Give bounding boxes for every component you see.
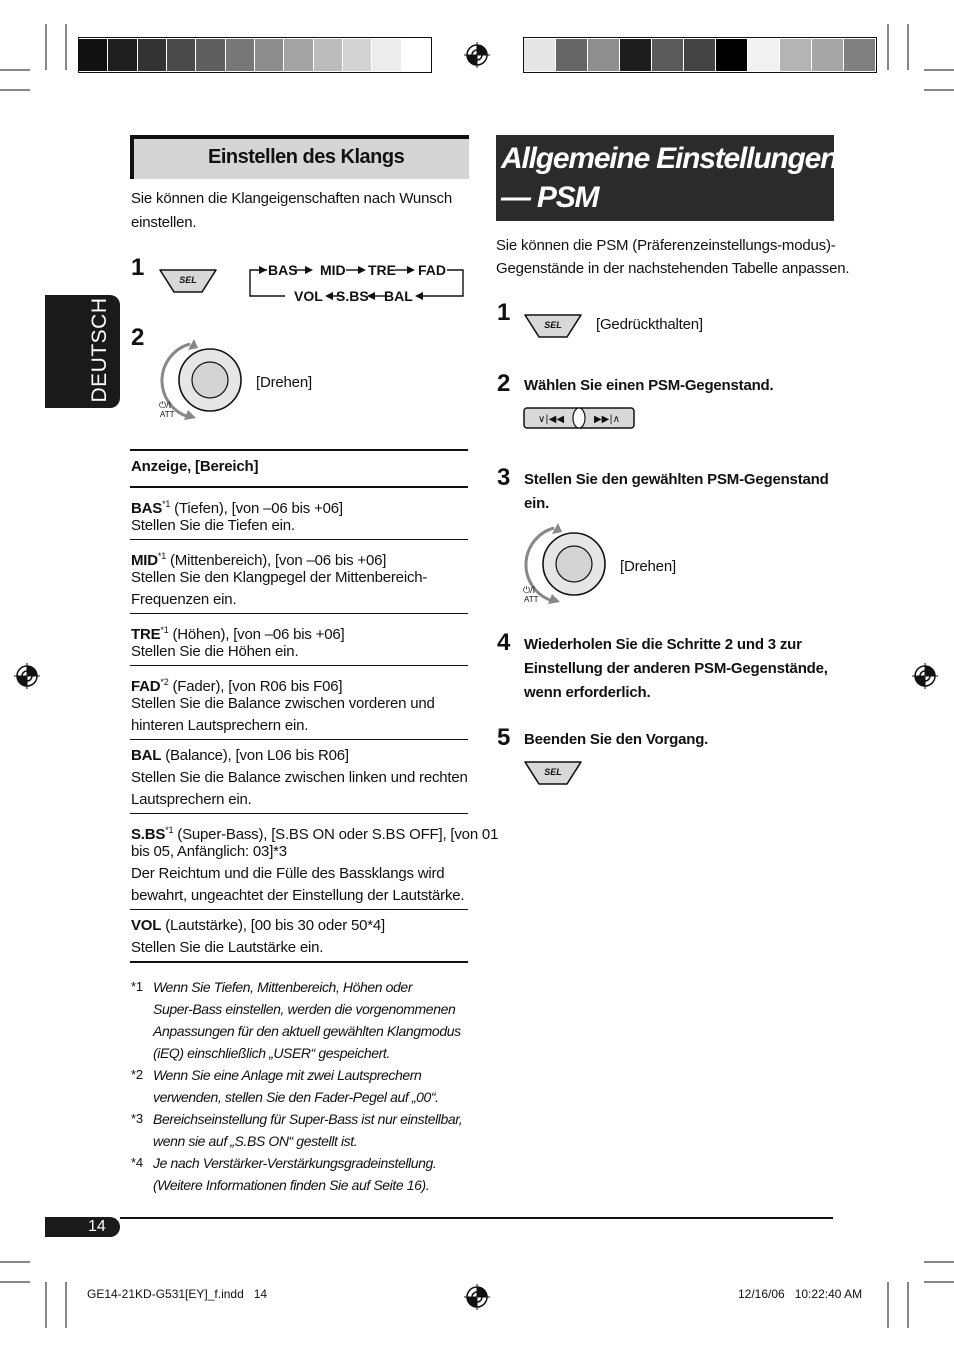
footnote-text: verwenden, stellen Sie den Fader-Pegel auf „00“.	[153, 1089, 439, 1105]
color-swatch	[620, 39, 651, 71]
sel-button-label: SEL	[179, 275, 197, 285]
setting-key: VOL	[131, 917, 162, 934]
step-text: wenn erforderlich.	[524, 684, 651, 701]
step-number: 1	[131, 254, 145, 281]
table-row-text: bis 05, Anfänglich: 03]*3	[131, 843, 287, 860]
setting-key: FAD	[131, 678, 161, 695]
color-swatch	[372, 39, 400, 71]
footer-file-info: GE14-21KD-G531[EY]_f.indd 14	[87, 1287, 268, 1301]
color-swatch	[812, 39, 843, 71]
color-swatch	[684, 39, 715, 71]
color-swatch	[343, 39, 371, 71]
footnote-text: (Weitere Informationen finden Sie auf Seite 16).	[153, 1177, 430, 1193]
table-rule	[130, 613, 468, 614]
color-swatch	[588, 39, 619, 71]
sel-button-icon	[523, 311, 583, 341]
flow-label: MID	[320, 262, 346, 278]
setting-range: (Mittenbereich), [von –06 bis +06]	[166, 552, 387, 569]
setting-key: TRE	[131, 626, 161, 643]
power-att-label: ATT	[160, 410, 175, 419]
color-swatch	[716, 39, 747, 71]
flow-label: FAD	[418, 262, 446, 278]
setting-range: (Tiefen), [von –06 bis +06]	[170, 500, 343, 517]
color-swatch	[556, 39, 587, 71]
page-title: — PSM	[501, 181, 599, 214]
table-row-text: Frequenzen ein.	[131, 591, 237, 608]
power-att-label: ⏻/I	[159, 400, 172, 410]
table-rule	[130, 813, 468, 814]
intro-text: einstellen.	[131, 214, 197, 231]
setting-key: BAS	[131, 500, 163, 517]
step-text: Wiederholen Sie die Schritte 2 und 3 zur	[524, 636, 802, 653]
step-text: Stellen Sie den gewählten PSM-Gegenstand	[524, 471, 829, 488]
step-text: Wählen Sie einen PSM-Gegenstand.	[524, 377, 774, 394]
setting-range: (Balance), [von L06 bis R06]	[161, 747, 349, 764]
flow-label: BAS	[268, 262, 298, 278]
sel-button-icon	[158, 266, 218, 296]
table-row-text: hinteren Lautsprechern ein.	[131, 717, 309, 734]
color-swatch	[255, 39, 283, 71]
footnote-marker: *1	[131, 979, 143, 994]
footnote-text: Wenn Sie eine Anlage mit zwei Lautsprechern	[153, 1067, 422, 1083]
step-text: Beenden Sie den Vorgang.	[524, 731, 709, 748]
table-row-text: Stellen Sie die Höhen ein.	[131, 643, 299, 660]
color-swatch	[748, 39, 779, 71]
color-swatch	[284, 39, 312, 71]
registration-target-icon	[912, 663, 938, 689]
footnote-text: Super-Bass einstellen, werden die vorgenommenen	[153, 1001, 456, 1017]
color-bar-left	[78, 37, 432, 73]
step-number: 2	[497, 370, 511, 397]
color-swatch	[226, 39, 254, 71]
registration-target-icon	[464, 42, 490, 68]
sel-button-label: SEL	[544, 320, 562, 330]
table-row-text: Lautsprechern ein.	[131, 791, 252, 808]
footnote-marker: *4	[131, 1155, 143, 1170]
color-swatch	[196, 39, 224, 71]
step-number: 4	[497, 629, 511, 656]
table-rule	[130, 909, 468, 910]
color-swatch	[402, 39, 430, 71]
table-row-text: Stellen Sie den Klangpegel der Mittenbereich-	[131, 569, 428, 586]
section-heading: Einstellen des Klangs	[208, 146, 405, 168]
flow-label: BAL	[384, 288, 413, 304]
sel-button-label: SEL	[544, 767, 562, 777]
flow-label: TRE	[368, 262, 396, 278]
step-text: ein.	[524, 495, 550, 512]
flow-label: S.BS	[336, 288, 369, 304]
setting-key: MID	[131, 552, 158, 569]
color-swatch	[780, 39, 811, 71]
footnote-text: Je nach Verstärker-Verstärkungsgradeinstellung.	[153, 1155, 437, 1171]
table-row-text: Stellen Sie die Balance zwischen linken und rechten	[131, 769, 468, 786]
footnote-marker: *3	[131, 1111, 143, 1126]
footnote-text: wenn sie auf „S.BS ON“ gestellt ist.	[153, 1133, 358, 1149]
registration-target-icon	[14, 663, 40, 689]
footnote-mark: *2	[160, 677, 169, 687]
table-row-title	[131, 745, 349, 767]
footer-timestamp: 12/16/06 10:22:40 AM	[738, 1287, 863, 1301]
table-row-title	[131, 915, 385, 937]
table-rule	[130, 449, 468, 451]
table-header: Anzeige, [Bereich]	[131, 458, 259, 475]
flow-label: VOL	[294, 288, 323, 304]
setting-range: (Super-Bass), [S.BS ON oder S.BS OFF], [von 01	[173, 826, 499, 843]
footnote-text: Bereichseinstellung für Super-Bass ist nur einstellbar,	[153, 1111, 463, 1127]
color-swatch	[79, 39, 107, 71]
power-att-label: ⏻/I	[523, 585, 536, 595]
step-number: 1	[497, 299, 511, 326]
table-rule	[130, 539, 468, 540]
step-number: 3	[497, 464, 511, 491]
color-swatch	[108, 39, 136, 71]
footnote-text: Anpassungen für den aktuell gewählten Klangmodus	[153, 1023, 461, 1039]
rocker-right-label: ▶▶|∧	[593, 414, 621, 425]
footnote-mark: *1	[160, 625, 169, 635]
skip-rocker-button-icon	[523, 407, 635, 429]
step-number: 5	[497, 724, 511, 751]
color-swatch	[844, 39, 875, 71]
color-bar-right	[523, 37, 877, 73]
step-text: Einstellung der anderen PSM-Gegenstände,	[524, 660, 828, 677]
table-row-text: Der Reichtum und die Fülle des Bassklangs wird	[131, 865, 445, 882]
table-rule	[130, 486, 468, 488]
table-rule	[130, 961, 468, 963]
page-number-tab	[45, 1217, 120, 1237]
bottom-rule	[120, 1217, 833, 1219]
footnote-marker: *2	[131, 1067, 143, 1082]
footnote-mark: *1	[162, 499, 171, 509]
footnote-mark: *1	[157, 551, 167, 561]
setting-key: S.BS	[131, 826, 166, 843]
rocker-left-label: ∨|◀◀	[537, 414, 565, 425]
color-swatch	[652, 39, 683, 71]
setting-range: (Fader), [von R06 bis F06]	[168, 678, 343, 695]
setting-range: (Lautstärke), [00 bis 30 oder 50*4]	[161, 917, 386, 934]
page-number: 14	[88, 1218, 106, 1235]
table-rule	[130, 665, 468, 666]
action-label: [Gedrückthalten]	[596, 316, 703, 333]
registration-target-icon	[464, 1284, 490, 1310]
setting-key: BAL	[131, 747, 162, 764]
table-row-text: Stellen Sie die Balance zwischen vorderen und	[131, 695, 435, 712]
sel-button-icon	[523, 758, 583, 788]
color-swatch	[524, 39, 555, 71]
action-label: [Drehen]	[256, 374, 312, 391]
power-att-label: ATT	[524, 595, 539, 604]
color-swatch	[167, 39, 195, 71]
footnote-text: Wenn Sie Tiefen, Mittenbereich, Höhen oder	[153, 979, 413, 995]
footnote-text: (iEQ) einschließlich „USER“ gespeichert.	[153, 1045, 390, 1061]
intro-text: Sie können die Klangeigenschaften nach Wunsch	[131, 190, 452, 207]
action-label: [Drehen]	[620, 558, 676, 575]
color-swatch	[314, 39, 342, 71]
setting-range: (Höhen), [von –06 bis +06]	[168, 626, 345, 643]
table-row-text: bewahrt, ungeachtet der Einstellung der Lautstärke.	[131, 887, 465, 904]
intro-text: Gegenstände in der nachstehenden Tabelle anpassen.	[496, 260, 850, 277]
color-swatch	[138, 39, 166, 71]
step-number: 2	[131, 324, 145, 351]
intro-text: Sie können die PSM (Präferenzeinstellungs-modus)-	[496, 237, 836, 254]
table-rule	[130, 739, 468, 740]
page-title: Allgemeine Einstellungen	[501, 142, 838, 175]
table-row-text: Stellen Sie die Tiefen ein.	[131, 517, 295, 534]
table-row-text: Stellen Sie die Lautstärke ein.	[131, 939, 324, 956]
footnote-mark: *1	[165, 825, 174, 835]
language-side-tab-label: DEUTSCH	[88, 297, 111, 403]
